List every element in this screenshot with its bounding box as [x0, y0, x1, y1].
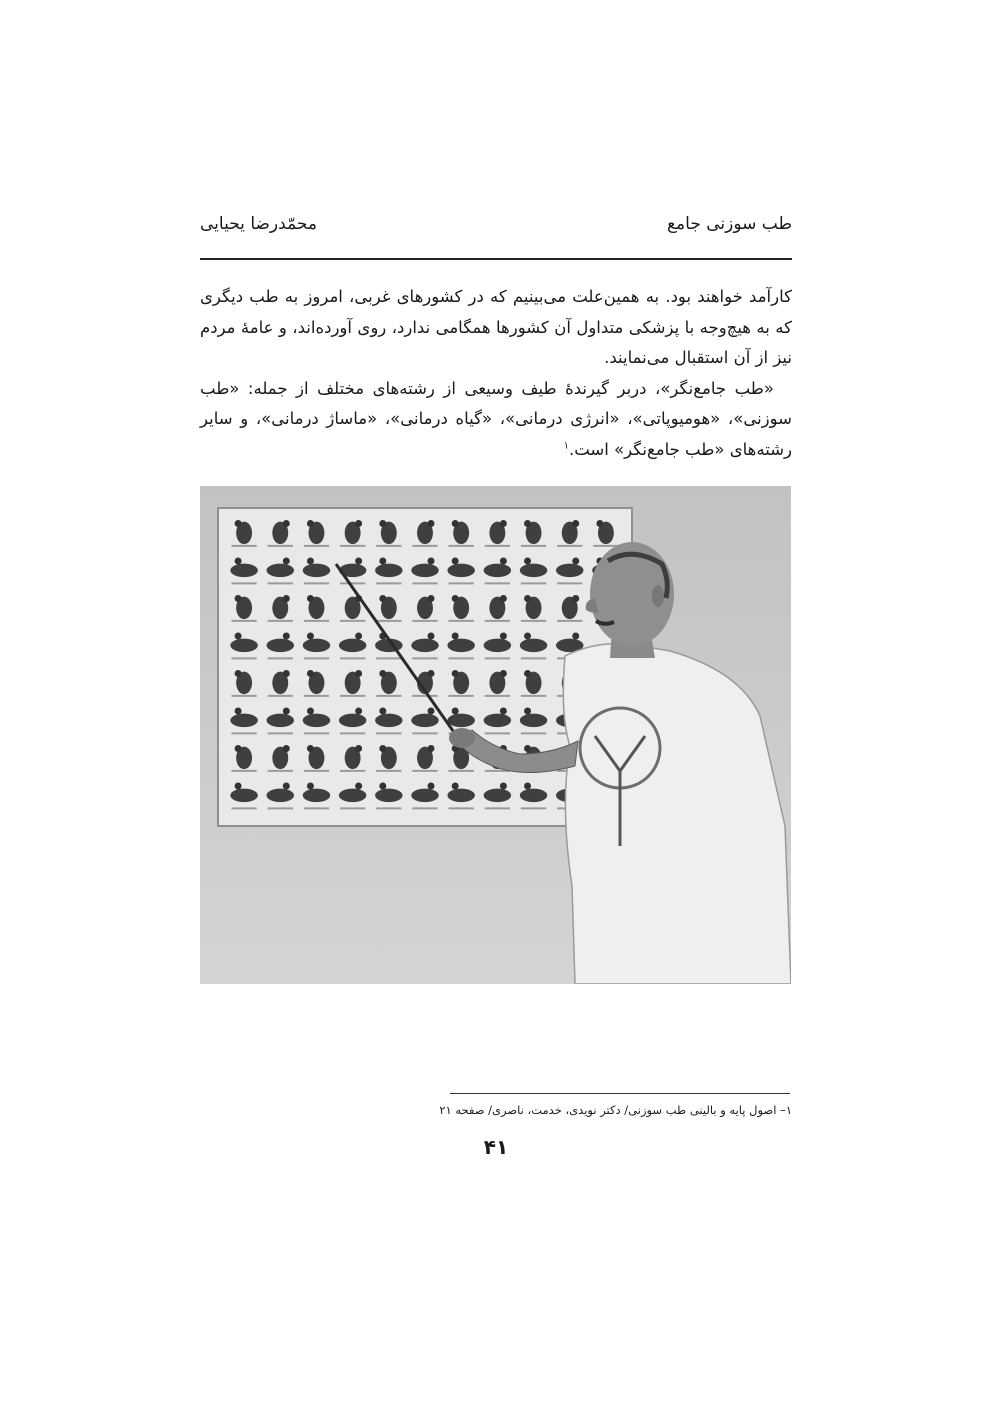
- footnote-reference: ۱: [563, 440, 569, 451]
- paragraph-1: کارآمد خواهند بود. به همین‌علت می‌بینیم که در کشورهای غربی، امروز به طب دیگری که به هیچ‌وجه با پزشکی متداول آن کشورها همگامی ندارد، روی آورده‌اند، و عامهٔ مردم نیز از آن استقبال می‌نمایند.: [200, 287, 792, 367]
- header-divider: [200, 258, 792, 260]
- paragraph-2: [200, 374, 792, 466]
- paragraph-2-text: «طب جامع‌نگر»، دربر گیرندهٔ طیف وسیعی از رشته‌های مختلف از جمله: «طب سوزنی»، «هومیوپاتی»، «انرژی درمانی»، «گیاه درمانی»، «ماساژ درمانی»، و سایر رشته‌های «طب جامع‌نگر» است.: [200, 378, 792, 459]
- body-text: [200, 282, 792, 465]
- book-title: طب سوزنی جامع: [666, 214, 792, 234]
- photo-illustration: [200, 486, 791, 984]
- author-name: محمّدرضا یحیایی: [200, 214, 317, 234]
- man-hand: [449, 728, 475, 748]
- man-ear: [652, 585, 664, 607]
- photo-man-pointing-at-acupuncture-chart: [200, 486, 791, 984]
- footnote: ۱– اصول پایه و بالینی طب سوزنی/ دکتر نویدی، خدمت، ناصری/ صفحه ۲۱: [439, 1103, 792, 1117]
- running-header: [200, 214, 792, 244]
- page-number: ۴۱: [483, 1135, 509, 1159]
- footnote-divider: [450, 1093, 790, 1094]
